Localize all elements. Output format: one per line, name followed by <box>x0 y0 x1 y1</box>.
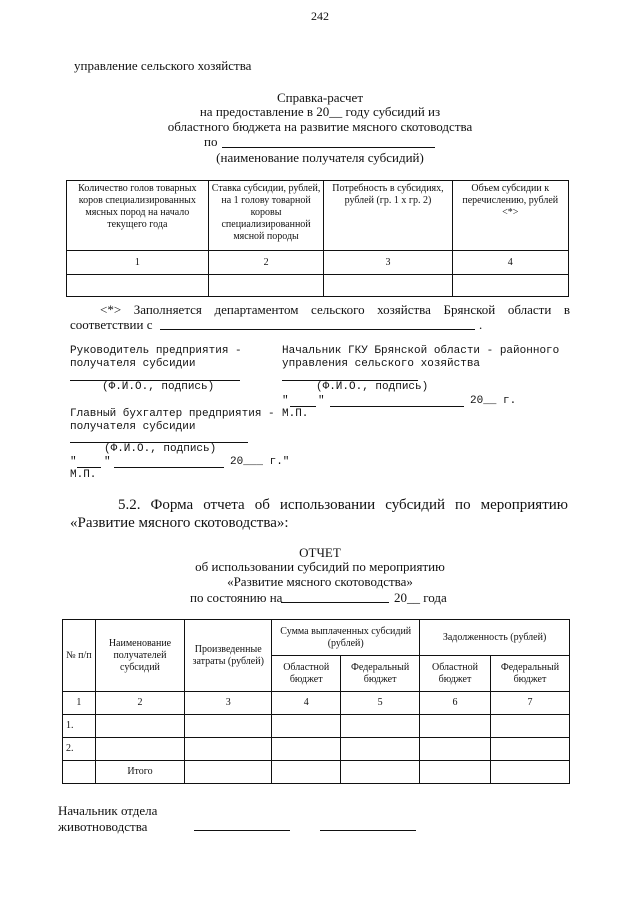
report-subtitle2: «Развитие мясного скотоводства» <box>227 574 413 589</box>
footer-line1: Начальник отдела <box>58 803 158 818</box>
t2-sub-regional-paid: Областной бюджет <box>272 656 341 692</box>
t2-row-num: 1. <box>63 715 96 738</box>
footnote-line2-end: . <box>479 317 483 332</box>
t2-num-7: 7 <box>490 692 569 715</box>
form1-subtitle2: областного бюджета на развитие мясного скотоводства <box>167 119 473 134</box>
sign-right-day-line[interactable] <box>290 406 316 407</box>
accountant-quote2: " <box>104 456 111 468</box>
t2-cell[interactable] <box>420 715 491 738</box>
accountant-title1: Главный бухгалтер предприятия - <box>70 408 275 420</box>
footnote-line2-start: соответствии с <box>70 317 153 332</box>
accountant-fio: (Ф.И.О., подпись) <box>104 443 217 455</box>
t2-cell[interactable] <box>490 738 569 761</box>
t2-col-name: Наименование получателей субсидий <box>95 620 184 692</box>
t1-num-3: 3 <box>324 251 452 275</box>
t2-cell[interactable] <box>95 738 184 761</box>
sign-right-year: 20__ г. <box>470 395 517 407</box>
t2-cell[interactable] <box>272 761 341 784</box>
t2-col-num: № п/п <box>63 620 96 692</box>
accountant-quote1: " <box>70 456 77 468</box>
form1-subtitle1: на предоставление в 20__ году субсидий из <box>199 104 441 119</box>
sign-left-title2: получателя субсидии <box>70 358 196 370</box>
sign-right-month-line[interactable] <box>330 406 464 407</box>
t1-num-2: 2 <box>208 251 324 275</box>
t1-cell[interactable] <box>452 275 568 297</box>
t1-header-4: Объем субсидии к перечислению, рублей <*> <box>452 181 568 251</box>
accountant-title2: получателя субсидии <box>70 421 196 433</box>
report-title: ОТЧЕТ <box>299 545 341 560</box>
t2-group-debt: Задолженность (рублей) <box>420 620 570 656</box>
footer-name-line[interactable] <box>320 830 416 831</box>
t2-sub-federal-debt: Федеральный бюджет <box>490 656 569 692</box>
t1-cell[interactable] <box>67 275 209 297</box>
sign-right-title1: Начальник ГКУ Брянской области - районного <box>282 345 560 357</box>
t1-header-1: Количество голов товарных коров специализированных мясных пород на начало текущего года <box>67 181 209 251</box>
report-as-of-year: 20__ года <box>394 590 447 605</box>
t2-num-3: 3 <box>185 692 272 715</box>
t2-cell[interactable] <box>341 761 420 784</box>
section-heading-line2: «Развитие мясного скотоводства»: <box>70 515 289 531</box>
sign-right-quote1: " <box>282 395 289 407</box>
t2-cell[interactable] <box>420 761 491 784</box>
recipient-caption: (наименование получателя субсидий) <box>216 150 424 165</box>
t2-cell[interactable] <box>272 715 341 738</box>
sign-right-mp: М.П. <box>282 408 309 420</box>
t2-num-5: 5 <box>341 692 420 715</box>
t1-cell[interactable] <box>324 275 452 297</box>
t1-num-4: 4 <box>452 251 568 275</box>
t1-cell[interactable] <box>208 275 324 297</box>
t2-num-2: 2 <box>95 692 184 715</box>
sign-right-title2: управления сельского хозяйства <box>282 358 481 370</box>
footnote-line[interactable] <box>160 329 475 330</box>
t2-group-paid: Сумма выплаченных субсидий (рублей) <box>272 620 420 656</box>
sign-right-fio: (Ф.И.О., подпись) <box>316 381 429 393</box>
subsidy-calc-table <box>66 180 569 297</box>
accountant-month-line[interactable] <box>114 467 224 468</box>
t1-header-2: Ставка субсидии, рублей, на 1 голову товарной коровы специализированной мясной породы <box>208 181 324 251</box>
sign-left-title1: Руководитель предприятия - <box>70 345 242 357</box>
report-as-of-label: по состоянию на <box>190 590 283 605</box>
accountant-year: 20___ г." <box>230 456 290 468</box>
sign-right-quote2: " <box>318 395 325 407</box>
sign-left-fio: (Ф.И.О., подпись) <box>102 381 215 393</box>
t2-num-6: 6 <box>420 692 491 715</box>
accountant-day-line[interactable] <box>77 467 101 468</box>
t2-cell[interactable] <box>185 738 272 761</box>
t2-col-costs: Произведенные затраты (рублей) <box>185 620 272 692</box>
t2-cell[interactable] <box>490 715 569 738</box>
t2-num-1: 1 <box>63 692 96 715</box>
recipient-line[interactable] <box>222 147 435 148</box>
t2-cell[interactable] <box>95 715 184 738</box>
t2-sub-regional-debt: Областной бюджет <box>420 656 491 692</box>
form1-title: Справка-расчет <box>276 90 364 105</box>
t2-cell[interactable] <box>420 738 491 761</box>
t2-row-num: 2. <box>63 738 96 761</box>
t2-total-label: Итого <box>95 761 184 784</box>
t2-cell[interactable] <box>185 761 272 784</box>
page-number: 242 <box>311 9 329 23</box>
form1-by-label: по <box>204 134 218 149</box>
t2-num-4: 4 <box>272 692 341 715</box>
footnote-line1: <*> Заполняется департаментом сельского хозяйства Брянской области в <box>100 302 570 317</box>
report-subtitle1: об использовании субсидий по мероприятию <box>195 559 445 574</box>
t2-cell[interactable] <box>272 738 341 761</box>
t2-cell[interactable] <box>341 738 420 761</box>
t2-cell[interactable] <box>63 761 96 784</box>
t1-header-3: Потребность в субсидиях, рублей (гр. 1 x гр. 2) <box>324 181 452 251</box>
t2-sub-federal-paid: Федеральный бюджет <box>341 656 420 692</box>
accountant-mp: М.П. <box>70 469 97 481</box>
header-org: управление сельского хозяйства <box>74 58 252 73</box>
footer-sign-line[interactable] <box>194 830 290 831</box>
t1-num-1: 1 <box>67 251 209 275</box>
report-date-line[interactable] <box>281 602 389 603</box>
section-heading-line1: 5.2. Форма отчета об использовании субсидий по мероприятию <box>118 497 568 513</box>
footer-line2: животноводства <box>58 819 148 834</box>
t2-cell[interactable] <box>185 715 272 738</box>
report-table <box>62 619 570 784</box>
t2-cell[interactable] <box>341 715 420 738</box>
t2-cell[interactable] <box>490 761 569 784</box>
